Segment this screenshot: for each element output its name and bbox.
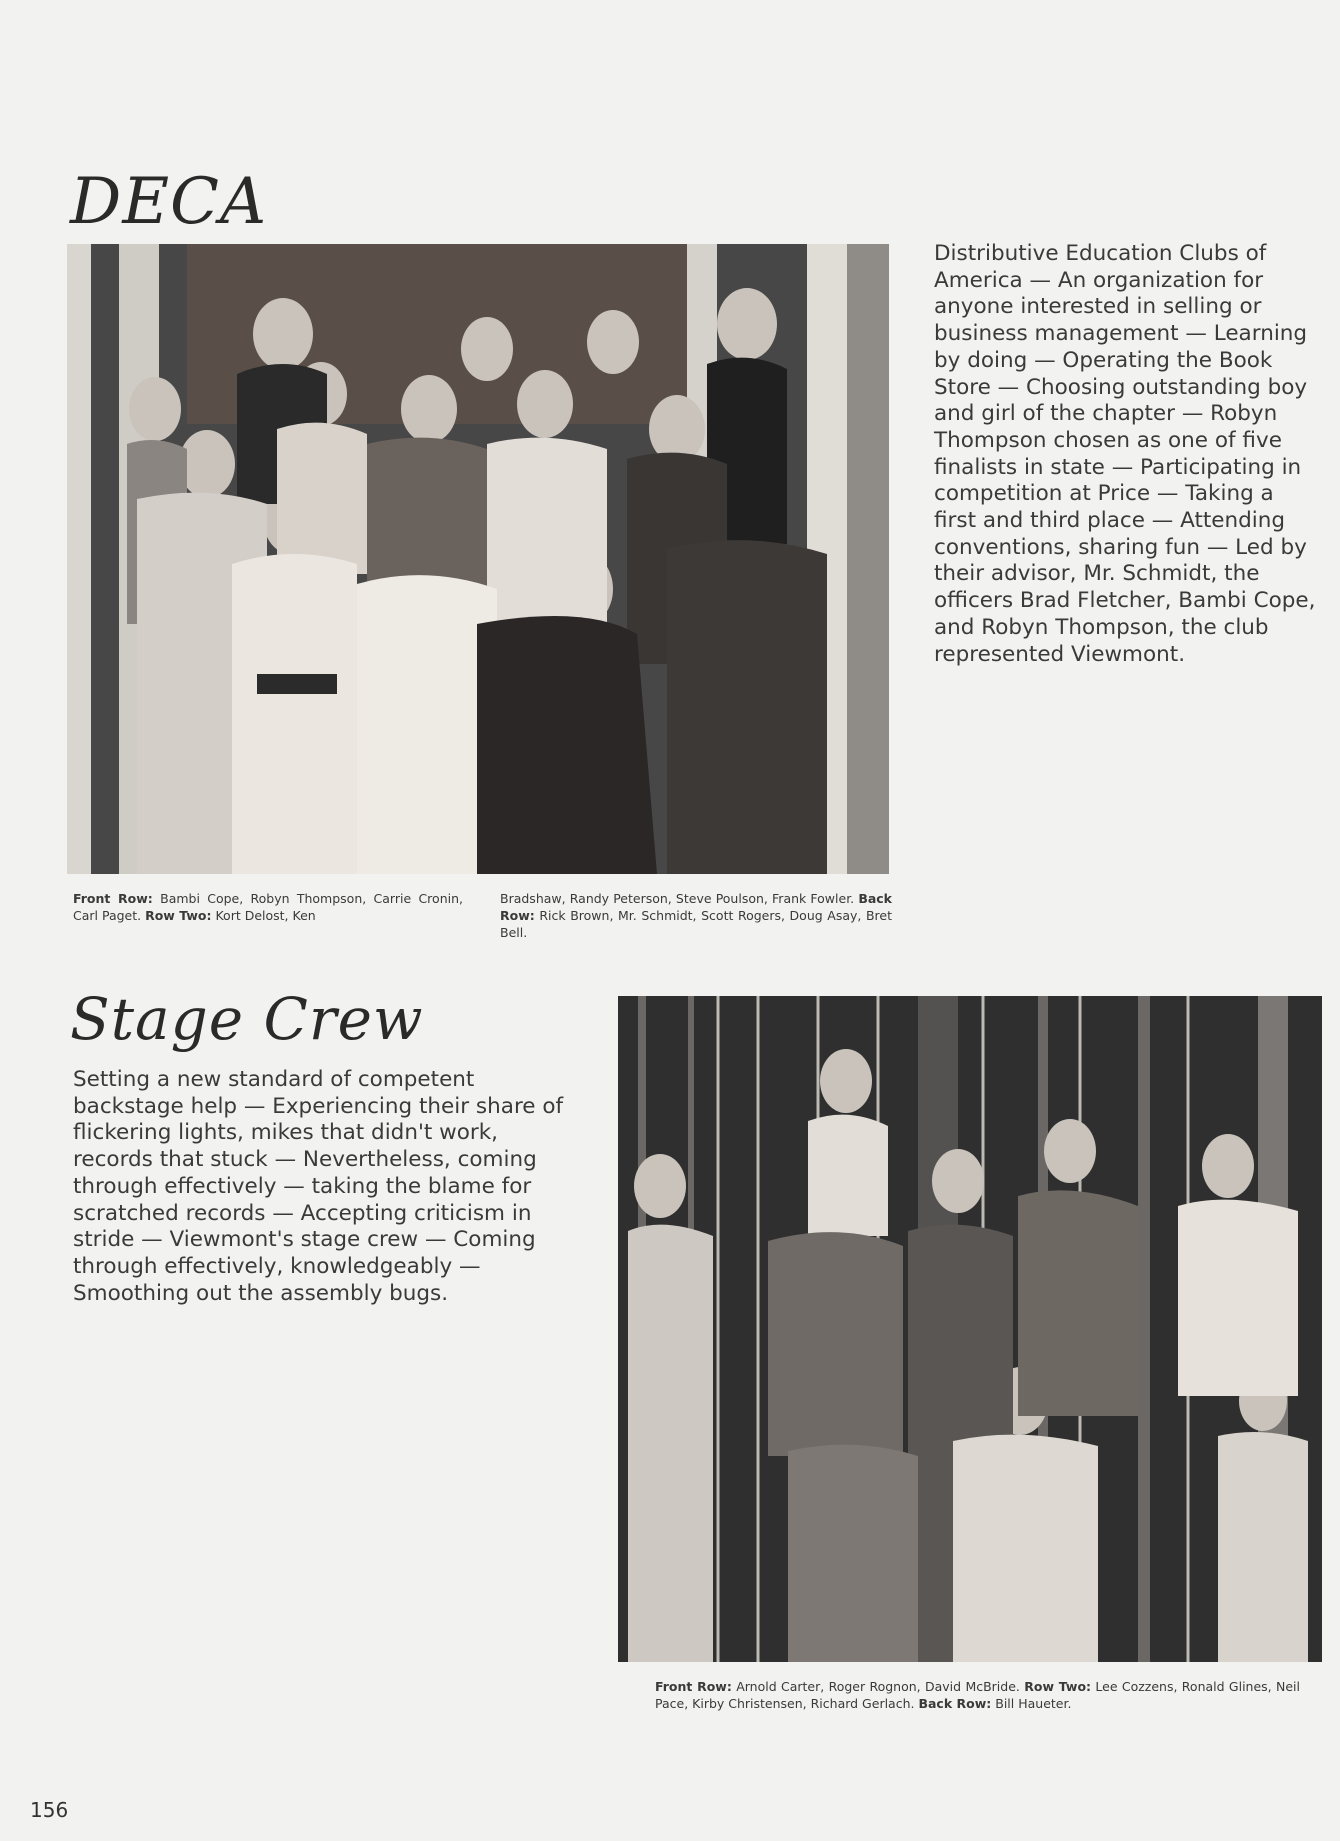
deca-photo-illustration [67,244,889,874]
stage-back-row-names: Bill Haueter. [991,1696,1072,1711]
deca-description: Distributive Education Clubs of America — An organization for anyone interested in selling or business management — Learning by doing — Operating the Book Store — Choosing outstanding boy and girl of the chapter — Robyn Thompson chosen as one of five finalists in state — Participating in competition at Price — Taking a first and third place — Attending conventions, sharing fun — Led by their advisor, Mr. Schmidt, the officers Brad Fletcher, Bambi Cope, and Robyn Thompson, the club represented Viewmont. [934,241,1316,667]
stage-crew-group-photo [618,996,1322,1662]
stage-front-row-label: Front Row: [655,1679,732,1694]
deca-front-row-label: Front Row: [73,891,153,906]
deca-row-two-names-a: Kort Delost, Ken [211,908,316,923]
deca-caption-right [500,890,892,941]
stage-crew-photo-illustration [618,996,1322,1662]
deca-title: DECA [70,165,268,239]
stage-row-two-names: Lee Cozzens, Ronald Glines, Neil Pace, Kirby Christensen, Richard Gerlach. [655,1679,1300,1711]
deca-group-photo [67,244,889,874]
stage-back-row-label: Back Row: [918,1696,992,1711]
deca-back-row-label: Back Row: [500,891,892,923]
stage-crew-description: Setting a new standard of competent backstage help — Experiencing their share of flickering lights, mikes that didn't work, records that stuck — Nevertheless, coming through effectively — taking the blame for scratched records — Accepting criticism in stride — Viewmont's stage crew — Coming through effectively, knowledgeably — Smoothing out the assembly bugs. [73,1067,564,1306]
deca-front-row-names: Bambi Cope, Robyn Thompson, Carrie Cronin, Carl Paget. [73,891,463,923]
stage-row-two-label: Row Two: [1024,1679,1092,1694]
stage-crew-caption [655,1678,1300,1712]
stage-crew-title: Stage Crew [70,985,424,1053]
deca-back-row-names: Rick Brown, Mr. Schmidt, Scott Rogers, Doug Asay, Bret Bell. [500,908,892,940]
deca-caption-left [73,890,463,924]
stage-front-row-names: Arnold Carter, Roger Rognon, David McBride. [731,1679,1020,1694]
deca-row-two-names-b: Bradshaw, Randy Peterson, Steve Poulson, Frank Fowler. [500,891,855,906]
page-number: 156 [30,1798,69,1822]
deca-row-two-label: Row Two: [145,908,212,923]
